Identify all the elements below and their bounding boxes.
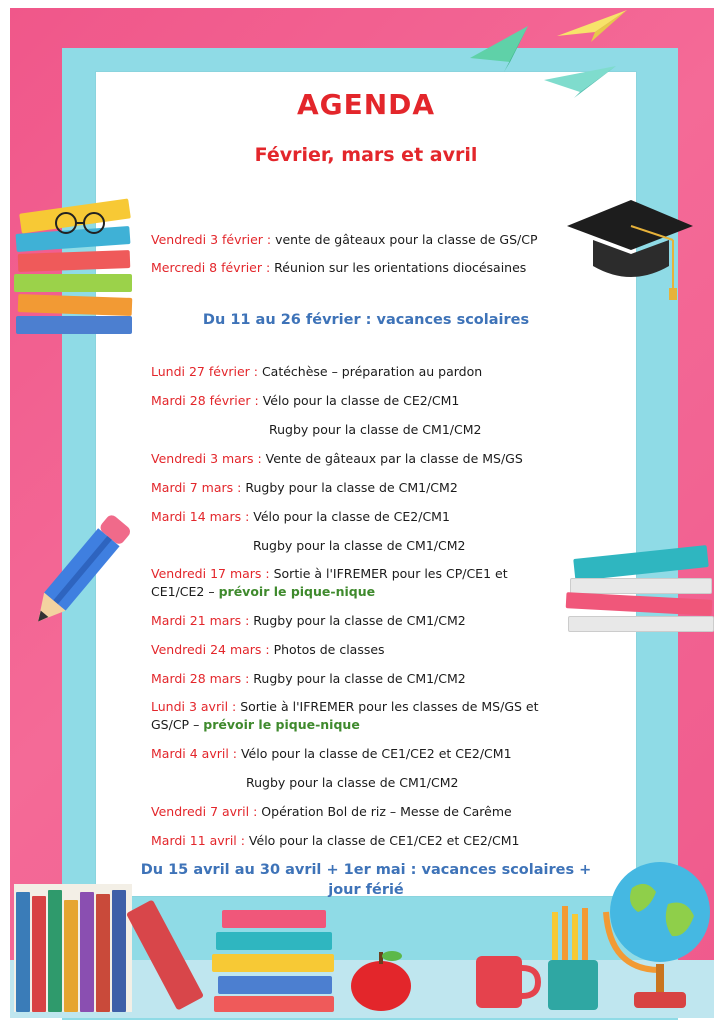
agenda-item-continuation: Rugby pour la classe de CM1/CM2 [253, 538, 466, 553]
agenda-item: Mardi 28 mars : Rugby pour la classe de CM1/CM2 [151, 671, 466, 686]
apple-icon [346, 946, 416, 1012]
agenda-item: Mardi 14 mars : Vélo pour la classe de CE2/CM1 [151, 509, 450, 524]
agenda-item: Vendredi 7 avril : Opération Bol de riz – Messe de Carême [151, 804, 512, 819]
agenda-item: Mercredi 8 février : Réunion sur les orientations diocésaines [151, 260, 527, 275]
agenda-item: Mardi 21 mars : Rugby pour la classe de CM1/CM2 [151, 613, 466, 628]
agenda-item: Lundi 27 février : Catéchèse – préparation au pardon [151, 364, 483, 379]
agenda-item: Mardi 4 avril : Vélo pour la classe de CE1/CE2 et CE2/CM1 [151, 746, 512, 761]
agenda-item: Mardi 7 mars : Rugby pour la classe de CM1/CM2 [151, 480, 458, 495]
agenda-item: Vendredi 3 février : vente de gâteaux pour la classe de GS/CP [151, 232, 538, 247]
agenda-item: Vendredi 3 mars : Vente de gâteaux par la classe de MS/GS [151, 451, 523, 466]
agenda-item-second-line: CE1/CE2 – prévoir le pique-nique [151, 584, 376, 599]
books-stack-icon [212, 910, 340, 1014]
agenda-item: Vendredi 24 mars : Photos de classes [151, 642, 385, 657]
holiday-banner: Du 15 avril au 30 avril + 1er mai : vacances scolaires + [140, 862, 592, 878]
pencil-cup-icon [544, 904, 606, 1014]
books-stack-icon [14, 884, 132, 1012]
agenda-item-continuation: Rugby pour la classe de CM1/CM2 [246, 775, 459, 790]
page-title: AGENDA [296, 88, 436, 121]
agenda-item-continuation: Rugby pour la classe de CM1/CM2 [269, 422, 482, 437]
agenda-item: Lundi 3 avril : Sortie à l'IFREMER pour les classes de MS/GS et [151, 699, 539, 714]
agenda-item: Vendredi 17 mars : Sortie à l'IFREMER pour les CP/CE1 et [151, 566, 508, 581]
agenda-item-second-line: GS/CP – prévoir le pique-nique [151, 717, 360, 732]
page-subtitle: Février, mars et avril [254, 144, 478, 166]
holiday-banner: Du 11 au 26 février : vacances scolaires [202, 312, 530, 328]
paper-plane-icon [555, 6, 631, 46]
agenda-item: Mardi 11 avril : Vélo pour la classe de CE1/CE2 et CE2/CM1 [151, 833, 520, 848]
holiday-banner-second-line: jour férié [328, 882, 404, 898]
mug-icon [470, 950, 542, 1012]
agenda-item: Mardi 28 février : Vélo pour la classe de CE2/CM1 [151, 393, 460, 408]
agenda-content [96, 72, 636, 896]
